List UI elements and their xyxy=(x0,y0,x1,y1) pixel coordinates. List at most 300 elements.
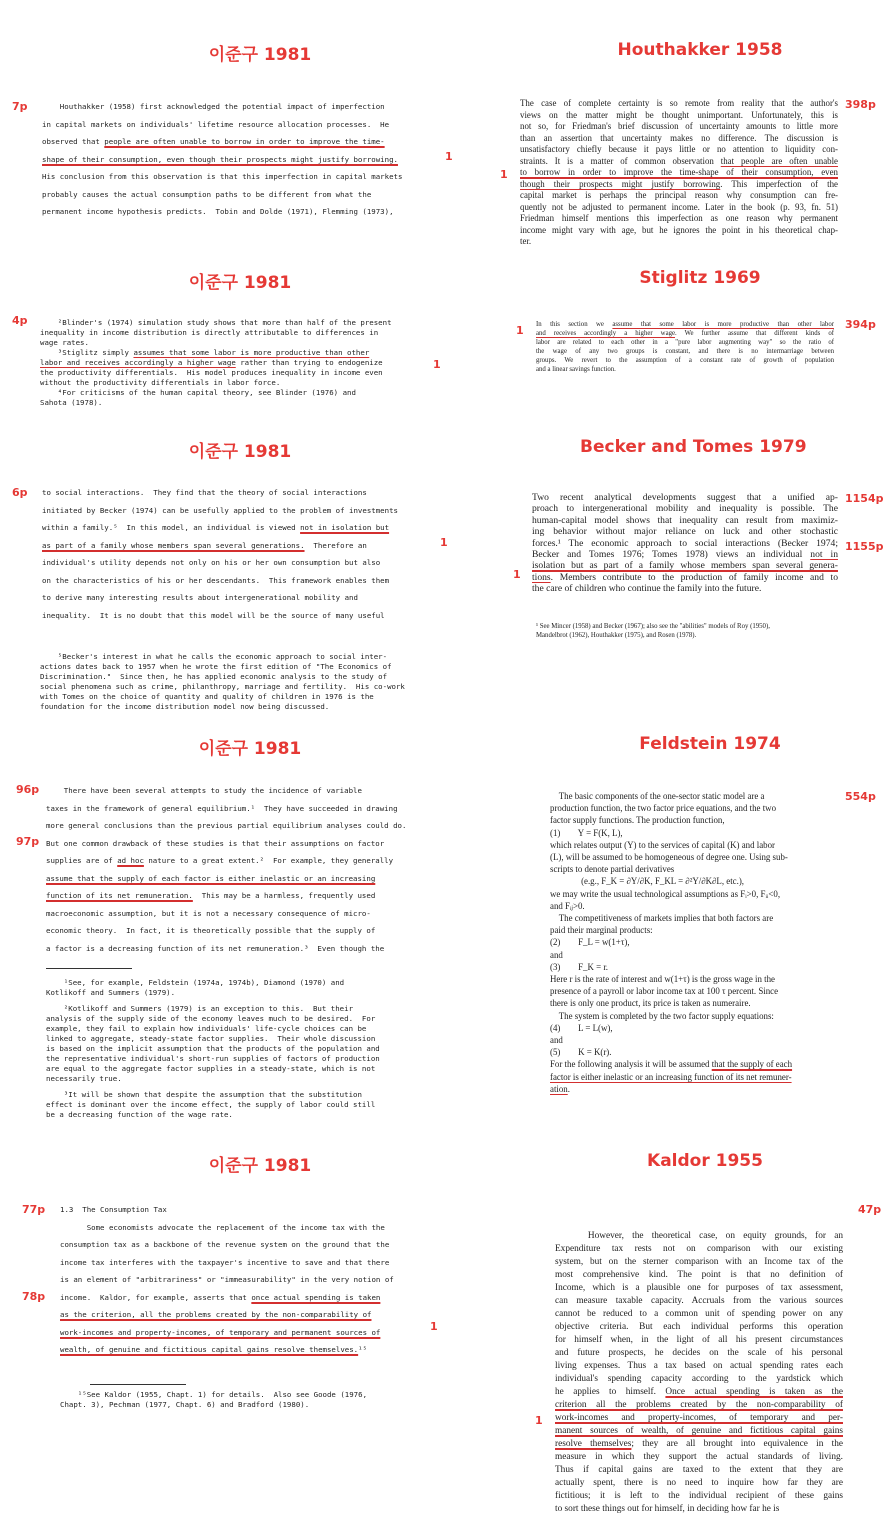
underlined-segment: as the criterion, all the problems created by the non-comparability of xyxy=(60,1310,372,1319)
text-line xyxy=(536,365,834,374)
underlined-segment: assume that the supply of each factor is either inelastic or an increasing xyxy=(46,873,376,883)
text-segment: . This imperfection of the xyxy=(720,178,838,189)
text-line xyxy=(550,790,842,802)
text-line xyxy=(40,328,435,338)
section2-right-text xyxy=(536,320,834,374)
text-line xyxy=(42,203,437,221)
text-segment: can measure taxable capacity. Accruals from the various sources xyxy=(555,1296,843,1306)
underlined-segment: factor is either inelastic or an increasing function of its net remuner- xyxy=(550,1071,792,1082)
section3-right-title: Becker and Tomes 1979 xyxy=(580,437,807,457)
text-segment: ⁴For criticisms of the human capital theory, see Blinder (1976) and xyxy=(40,388,356,397)
text-segment: he applies to himself. xyxy=(555,1387,666,1397)
text-segment: and xyxy=(550,1035,563,1046)
text-line xyxy=(46,782,441,800)
underlined-segment: not in isolation but xyxy=(300,523,390,532)
text-segment: is an element of "arbitrariness" or "immeasurability" in the very notion of xyxy=(60,1275,394,1284)
text-segment: within a family.⁵ In this model, an individual is viewed xyxy=(42,523,301,532)
text-segment: proach to intergenerational mobility and inequality is possible. The xyxy=(532,503,838,515)
text-line xyxy=(520,179,838,191)
footnote-line: actions dates back to 1957 when he wrote the first edition of "The Economics of xyxy=(40,662,392,671)
text-line xyxy=(520,133,838,145)
text-segment: (L), will be assumed to be homogeneous of degree one. Using sub- xyxy=(550,852,788,863)
text-line xyxy=(532,492,838,503)
text-segment: Sahota (1978). xyxy=(40,398,103,407)
text-line xyxy=(42,519,437,537)
text-segment: There have been several attempts to study the incidence of variable xyxy=(46,786,362,795)
underlined-segment: assumes that some labor is more productive than other xyxy=(133,348,370,357)
text-line xyxy=(42,133,437,151)
text-line xyxy=(555,1347,843,1360)
section5-left-footnote xyxy=(60,1390,432,1410)
text-segment: capital market is perhaps the principal reason why consumption can fre- xyxy=(520,190,838,200)
section3-right-page-2: 1155p xyxy=(845,540,884,553)
text-segment: forces.¹ The economic approach to social interactions (Becker 1974; xyxy=(532,537,838,549)
text-line xyxy=(555,1334,843,1347)
text-line xyxy=(536,347,834,356)
section3-right-marker: 1 xyxy=(513,568,521,581)
text-line xyxy=(532,538,838,549)
underlined-segment: wealth, of genuine and fictitious capital gains resolve themselves. xyxy=(60,1345,359,1354)
section5-right-page: 47p xyxy=(858,1203,882,1216)
section2-left-text xyxy=(40,318,435,408)
text-line xyxy=(520,167,838,179)
footnote-line: the representative individual's short-run supplies of factors of production xyxy=(46,1054,380,1063)
text-line xyxy=(550,1034,842,1046)
text-segment: inequality in income distribution is directly attributable to differences in xyxy=(40,328,379,337)
text-line xyxy=(555,1503,843,1516)
underlined-segment: not in xyxy=(810,549,838,561)
text-segment: Friedman himself mentions this imperfection as one reason why permanent xyxy=(520,213,838,223)
text-line xyxy=(60,1324,432,1342)
section4-left-footnote xyxy=(46,978,441,1120)
text-segment: macroeconomic assumption, but it is not a necessary consequence of micro- xyxy=(46,908,371,918)
text-line xyxy=(550,1010,842,1022)
text-segment: nature to a great extent.² For example, they generally xyxy=(143,856,394,865)
text-line xyxy=(46,922,441,940)
text-segment: The basic components of the one-sector static model are a xyxy=(550,791,765,801)
section2-left-title: 이준구 1981 xyxy=(188,273,292,293)
text-segment: consumption tax as a backbone of the revenue system on the ground that the xyxy=(60,1240,390,1249)
text-segment: Some economists advocate the replacement of the income tax with the xyxy=(60,1222,385,1232)
underlined-segment: manent sources of wealth, of genuine and fictitious capital gains xyxy=(555,1426,843,1436)
text-segment: Houthakker (1958) first acknowledged the potential impact of imperfection xyxy=(42,102,385,111)
text-line xyxy=(536,356,834,365)
text-line xyxy=(42,116,437,134)
footnote-line: ¹ See Mincer (1958) and Becker (1967); also see the "abilities" models of Roy (1950), xyxy=(536,623,770,630)
text-line xyxy=(42,98,437,116)
text-segment: living expenses. Thus a tax based on actual spending rates each xyxy=(555,1361,843,1371)
text-line xyxy=(550,839,842,851)
footnote-line: with Tomes on the choice of quantity and quality of children in 1976 is the xyxy=(40,692,374,701)
text-line xyxy=(555,1412,843,1425)
section1-left-title: 이준구 1981 xyxy=(208,45,312,65)
section5-left-marker: 1 xyxy=(430,1320,438,1333)
footnote-line: ²Kotlikoff and Summers (1979) is an exception to this. But their xyxy=(46,1004,354,1013)
text-line xyxy=(555,1464,843,1477)
underlined-segment: to borrow in order to improve the time-shape of their consumption, even xyxy=(520,167,838,177)
text-segment: individual's utility depends not only on his or her own consumption but also xyxy=(42,558,381,567)
text-segment: the care of children who continue the family into the future. xyxy=(532,583,762,595)
text-segment: measure in which they support the actual standards of living. xyxy=(555,1452,843,1462)
section5-left-title: 이준구 1981 xyxy=(208,1156,312,1176)
text-segment: there is only one product, its price is taken as numeraire. xyxy=(550,998,751,1009)
text-line xyxy=(40,348,435,358)
text-segment: But one common drawback of these studies is that their assumptions on factor xyxy=(46,838,385,848)
text-line xyxy=(42,572,437,590)
text-line xyxy=(42,554,437,572)
footnote-line: be a decreasing function of the wage rate. xyxy=(46,1110,233,1119)
section2-right-marker: 1 xyxy=(516,324,524,337)
text-segment: ³Stiglitz simply xyxy=(40,348,134,357)
text-line xyxy=(555,1399,843,1412)
text-segment: we may write the usual technological assumptions as Fᵢ>0, Fᵢᵢ<0, xyxy=(550,888,781,899)
text-line xyxy=(532,515,838,526)
text-line xyxy=(550,1083,842,1095)
text-line xyxy=(40,398,435,408)
section5-left-page-2: 78p xyxy=(22,1290,46,1303)
text-segment: The case of complete certainty is so remote from reality that the author's xyxy=(520,98,838,108)
text-line xyxy=(555,1438,843,1451)
text-segment: groups. We revert to the assumption of a constant rate of growth of population xyxy=(536,357,834,364)
text-line xyxy=(42,537,437,555)
text-line xyxy=(60,1201,432,1219)
text-line xyxy=(42,589,437,607)
text-segment: income. Kaldor, for example, asserts that xyxy=(60,1292,252,1302)
text-segment: However, the theoretical case, on equity grounds, for an xyxy=(555,1231,843,1241)
section3-left-footnote xyxy=(40,652,435,712)
text-line xyxy=(40,338,435,348)
section4-left-title: 이준구 1981 xyxy=(198,739,302,759)
text-line xyxy=(520,190,838,202)
text-segment: wage rates. xyxy=(40,338,89,347)
footnote-line: are equal to the aggregate factor supplies in a steady-state, which is not xyxy=(46,1064,376,1073)
section5-right-marker: 1 xyxy=(535,1414,543,1427)
text-line xyxy=(42,502,437,520)
text-line xyxy=(42,484,437,502)
text-line xyxy=(532,526,838,537)
text-line xyxy=(550,851,842,863)
text-line xyxy=(46,817,441,835)
text-line xyxy=(46,887,441,905)
text-line xyxy=(555,1373,843,1386)
footnote-line: linked to aggregate, steady-state factor supplies. Their whole discussion xyxy=(46,1034,376,1043)
text-segment: Expenditure tax rests not on comparison with our existing xyxy=(555,1244,843,1254)
underlined-segment: ad hoc xyxy=(117,856,144,865)
text-segment: (5) K = K(r). xyxy=(550,1047,612,1058)
text-line xyxy=(536,320,834,329)
underlined-segment: assume that some labor is more productive than other labor xyxy=(612,321,834,328)
footnote-line: effect is dominant over the income effect, the supply of labor could still xyxy=(46,1100,376,1109)
text-line xyxy=(520,144,838,156)
footnote-line: analysis of the supply side of the economy leaves much to be desired. For xyxy=(46,1014,376,1023)
text-segment: (1) Y = F(K, L), xyxy=(550,827,623,838)
text-segment: paid their marginal products: xyxy=(550,925,653,936)
text-segment: . xyxy=(567,1083,570,1094)
text-line xyxy=(42,168,437,186)
text-segment: economic theory. In fact, it is theoretically possible that the supply of xyxy=(46,926,376,935)
text-segment: scripts to denote partial derivatives xyxy=(550,864,675,875)
footnote-line: necessarily true. xyxy=(46,1074,122,1083)
text-line xyxy=(550,949,842,961)
section4-right-text xyxy=(550,790,842,1095)
text-segment: objective criteria. But each individual performs this operation xyxy=(555,1322,843,1332)
section5-left-page-1: 77p xyxy=(22,1203,46,1216)
text-line xyxy=(520,110,838,122)
footnote-line: ³It will be shown that despite the assumption that the substitution xyxy=(46,1090,362,1099)
underlined-segment: people are often unable to borrow in order to improve the time- xyxy=(104,137,385,146)
section1-right-page: 398p xyxy=(845,98,876,111)
text-line xyxy=(60,1236,432,1254)
text-segment: initiated by Becker (1974) can be usefully applied to the problem of investments xyxy=(42,505,398,515)
text-segment: In this section we xyxy=(536,321,613,328)
footnote-line: example, they fail to explain how individuals' life-cycle choices can be xyxy=(46,1024,367,1033)
text-segment: in capital markets on individuals' lifetime resource allocation processes. He xyxy=(42,119,390,129)
text-segment: labor are related to each other in a "pure labor augmenting way" so the ratio of xyxy=(536,339,834,346)
underlined-segment: tions xyxy=(532,571,551,583)
section1-left-page: 7p xyxy=(12,100,28,113)
footnote-line: is based on the implicit assumption that the products of the population and xyxy=(46,1044,380,1053)
text-segment: taxes in the framework of general equilibrium.¹ They have succeeded in drawing xyxy=(46,803,398,813)
underlined-segment: shape of their consumption, even though their prospects might justify borrowing. xyxy=(42,154,398,164)
text-line xyxy=(520,202,838,214)
section3-left-marker: 1 xyxy=(440,536,448,549)
text-segment: most comprehensive kind. The point is that no definition of xyxy=(555,1270,843,1280)
text-segment: . We further assume that different kinds of xyxy=(675,330,834,337)
text-segment: which relates output (Y) to the services of capital (K) and labor xyxy=(550,839,775,850)
text-line xyxy=(42,607,437,625)
text-line xyxy=(520,121,838,133)
text-segment: Income, which is a plausible one for purposes of tax assessment, xyxy=(555,1283,843,1293)
text-line xyxy=(520,213,838,225)
text-line xyxy=(555,1477,843,1490)
footnote-line: Mandelbrot (1962), Houthakker (1975), and Rosen (1978). xyxy=(536,632,697,639)
text-line xyxy=(550,900,842,912)
underlined-segment: resolve themselves xyxy=(555,1439,632,1449)
text-segment: and future prospects, he decides on the scale of his personal xyxy=(555,1348,843,1358)
text-segment: quently not be adjusted to permanent income. Later in the book (p. 93, fn. 51) xyxy=(520,201,838,212)
text-line xyxy=(550,802,842,814)
text-line xyxy=(520,156,838,168)
text-segment: (3) F_K = r. xyxy=(550,961,609,972)
text-segment: ; they are all brought into equivalence in the xyxy=(631,1439,843,1449)
text-line xyxy=(550,1022,842,1034)
footnote-line: foundation for the income distribution model now being discussed. xyxy=(40,702,330,711)
text-segment: cannot be reduced to a common unit of spending power on any xyxy=(555,1309,843,1319)
text-line xyxy=(40,318,435,328)
text-segment: presence of a payroll or labor income tax at 100 τ percent. Since xyxy=(550,986,779,997)
section1-right-text xyxy=(520,98,838,248)
section3-left-page: 6p xyxy=(12,486,28,499)
underlined-segment: though their prospects might justify borrowing xyxy=(520,178,721,189)
text-line xyxy=(60,1254,432,1272)
section4-footnote-rule xyxy=(46,968,132,969)
section4-right-page: 554p xyxy=(845,790,876,803)
underlined-segment: labor and receives accordingly a higher wage xyxy=(40,358,236,367)
section4-left-page-2: 97p xyxy=(16,835,40,848)
text-line xyxy=(555,1308,843,1321)
text-segment: on the characteristics of his or her descendants. This framework enables them xyxy=(42,575,390,585)
text-line xyxy=(550,1071,842,1083)
underlined-segment: that the supply of each xyxy=(711,1059,793,1070)
underlined-segment: function of its net remuneration. xyxy=(46,891,193,900)
footnote-line: ¹See, for example, Feldstein (1974a, 1974b), Diamond (1970) and xyxy=(46,978,345,987)
section3-left-title: 이준구 1981 xyxy=(188,442,292,462)
text-line xyxy=(60,1289,432,1307)
text-line xyxy=(550,1058,842,1070)
section1-right-title: Houthakker 1958 xyxy=(617,40,783,60)
text-segment: (4) L = L(w), xyxy=(550,1022,613,1033)
text-segment: actually spent, there is no need to inquire how far they are xyxy=(555,1478,843,1488)
text-segment: observed that xyxy=(42,137,105,146)
text-segment: views on the matter might be thought unimportant. Unfortunately, this is xyxy=(520,109,838,120)
text-line xyxy=(550,973,842,985)
footnote-line: ⁵Becker's interest in what he calls the economic approach to social inter- xyxy=(40,652,388,661)
text-segment: ter. xyxy=(520,236,532,246)
text-line xyxy=(46,800,441,818)
section4-right-title: Feldstein 1974 xyxy=(639,734,781,754)
text-segment: ¹⁵ xyxy=(358,1345,368,1354)
section1-right-marker: 1 xyxy=(500,168,508,181)
text-segment: for himself when, in the light of all his present circumstances xyxy=(555,1335,843,1345)
text-line xyxy=(555,1282,843,1295)
text-segment: individual's spending capacity according to the yardstick which xyxy=(555,1374,843,1384)
section2-left-page: 4p xyxy=(12,314,28,327)
text-line xyxy=(555,1321,843,1334)
text-line xyxy=(550,1046,842,1058)
text-segment: rather than trying to endogenize xyxy=(235,358,383,367)
text-segment: ing behavior without major reliance on luck and other stochastic xyxy=(532,526,838,538)
text-line xyxy=(550,875,842,887)
text-line xyxy=(532,560,838,571)
text-line xyxy=(555,1425,843,1438)
text-segment: (2) F_L = w(1+τ), xyxy=(550,937,630,948)
text-line xyxy=(46,835,441,853)
text-segment: not so, for Friedman's brief discussion of uncertainty amounts to little more xyxy=(520,121,838,131)
text-segment: The competitiveness of markets implies that both factors are xyxy=(550,913,774,924)
underlined-segment: that people are often unable xyxy=(720,155,838,166)
text-line xyxy=(550,997,842,1009)
text-segment: fictitious; it is left to the individual recipient of these gains xyxy=(555,1491,843,1501)
text-segment: system, but on the sterner comparison with an Income tax of the xyxy=(555,1257,843,1267)
underlined-segment: once actual spending is taken xyxy=(251,1292,381,1302)
text-line xyxy=(532,583,838,594)
text-line xyxy=(520,225,838,237)
text-line xyxy=(520,236,838,248)
footnote-line: Kotlikoff and Summers (1979). xyxy=(46,988,176,997)
text-segment: income tax interferes with the taxpayer's incentive to save and that there xyxy=(60,1257,390,1267)
text-line xyxy=(60,1271,432,1289)
text-line xyxy=(46,905,441,923)
text-line xyxy=(555,1230,843,1243)
text-line xyxy=(550,936,842,948)
footnote-line: Discrimination." Since then, he has applied economic analysis to the study of xyxy=(40,672,388,681)
text-segment: ²Blinder's (1974) simulation study shows that more than half of the present xyxy=(40,318,392,327)
underlined-segment: Once actual spending is taken as the xyxy=(665,1387,843,1397)
text-segment: . Members contribute to the production of family income and to xyxy=(550,571,838,583)
section5-right-text xyxy=(555,1230,843,1516)
text-line xyxy=(550,888,842,900)
text-segment: a factor is a decreasing function of its net remuneration.³ Even though the xyxy=(46,943,385,953)
section3-right-text xyxy=(532,492,838,595)
section3-left-text xyxy=(42,484,437,624)
underlined-segment: work-incomes and property-incomes, of temporary and per- xyxy=(555,1413,843,1423)
section4-left-page-1: 96p xyxy=(16,783,40,796)
text-segment: permanent income hypothesis predicts. Tobin and Dolde (1971), Flemming (1973), xyxy=(42,207,394,216)
text-line xyxy=(550,827,842,839)
text-line xyxy=(550,912,842,924)
text-line xyxy=(46,870,441,888)
text-segment: For the following analysis it will be assumed xyxy=(550,1059,712,1070)
text-segment: Here r is the rate of interest and w(1+τ) is the gross wage in the xyxy=(550,974,775,985)
text-line xyxy=(40,378,435,388)
text-segment: to sort these things out for himself, in deciding how far he is xyxy=(555,1504,780,1514)
text-segment: more general conclusions than the previous partial equilibrium analyses could do. xyxy=(46,821,407,830)
text-line xyxy=(536,329,834,338)
text-line xyxy=(550,863,842,875)
footnote xyxy=(46,1090,441,1120)
text-segment: factor supply functions. The production function, xyxy=(550,815,725,826)
section1-left-text xyxy=(42,98,437,221)
text-line xyxy=(40,388,435,398)
text-line xyxy=(42,151,437,169)
text-segment: This may be a harmless, frequently used xyxy=(192,891,376,900)
text-line xyxy=(42,186,437,204)
footnote xyxy=(46,978,441,998)
text-segment: straints. It is a matter of common observation xyxy=(520,155,721,166)
section1-left-marker: 1 xyxy=(445,150,453,163)
text-segment: income might vary with age, but he ignores the point in his theoretical chap- xyxy=(520,224,838,235)
section5-footnote-rule xyxy=(90,1384,186,1385)
text-line xyxy=(46,940,441,958)
text-segment: Therefore an xyxy=(304,540,367,550)
text-line xyxy=(550,924,842,936)
text-segment: unsatisfactory chiefly because it pays little or no attention to liquidity con- xyxy=(520,144,838,154)
text-line xyxy=(555,1256,843,1269)
text-line xyxy=(46,852,441,870)
text-line xyxy=(40,358,435,368)
text-segment: human-capital model shows that inequality can result from maximiz- xyxy=(532,514,838,526)
text-line xyxy=(532,549,838,560)
text-line xyxy=(555,1451,843,1464)
text-line xyxy=(555,1269,843,1282)
text-line xyxy=(60,1219,432,1237)
footnote xyxy=(46,1004,441,1084)
text-segment: 1.3 The Consumption Tax xyxy=(60,1205,167,1214)
footnote-line: ¹⁵See Kaldor (1955, Chapt. 1) for details. Also see Goode (1976, xyxy=(60,1390,368,1399)
text-segment: (e.g., F_K = ∂Y/∂K, F_KL = ∂²Y/∂K∂L, etc.), xyxy=(550,876,745,887)
text-segment: than an assertion that uncertainty makes no difference. The discussion is xyxy=(520,132,838,143)
text-segment: without the productivity differentials in labor force. xyxy=(40,378,281,387)
underlined-segment: criterion all the problems created by the non-comparability of xyxy=(555,1400,843,1410)
text-segment: and a linear savings function. xyxy=(536,366,616,373)
text-segment: Thus if capital gains are taxed to the extent that they are xyxy=(555,1465,843,1475)
text-line xyxy=(60,1341,432,1359)
text-segment: the productivity differentials. His model produces inequality in income even xyxy=(40,368,383,377)
text-line xyxy=(536,338,834,347)
section5-right-title: Kaldor 1955 xyxy=(647,1151,763,1171)
text-segment: Becker and Tomes 1976; Tomes 1978) views an individual xyxy=(532,549,811,561)
text-line xyxy=(550,814,842,826)
footnote-line: Chapt. 3), Pechman (1977, Chapt. 6) and Bradford (1980). xyxy=(60,1400,310,1409)
text-line xyxy=(555,1295,843,1308)
underlined-segment: ation xyxy=(550,1083,568,1094)
text-line xyxy=(550,985,842,997)
text-segment: production function, the two factor price equations, and the two xyxy=(550,803,777,814)
text-segment: Two recent analytical developments suggest that a unified ap- xyxy=(532,492,838,503)
text-segment: inequality. It is no doubt that this model will be the source of many useful xyxy=(42,610,385,620)
section2-left-marker: 1 xyxy=(433,358,441,371)
section2-right-title: Stiglitz 1969 xyxy=(639,268,761,288)
